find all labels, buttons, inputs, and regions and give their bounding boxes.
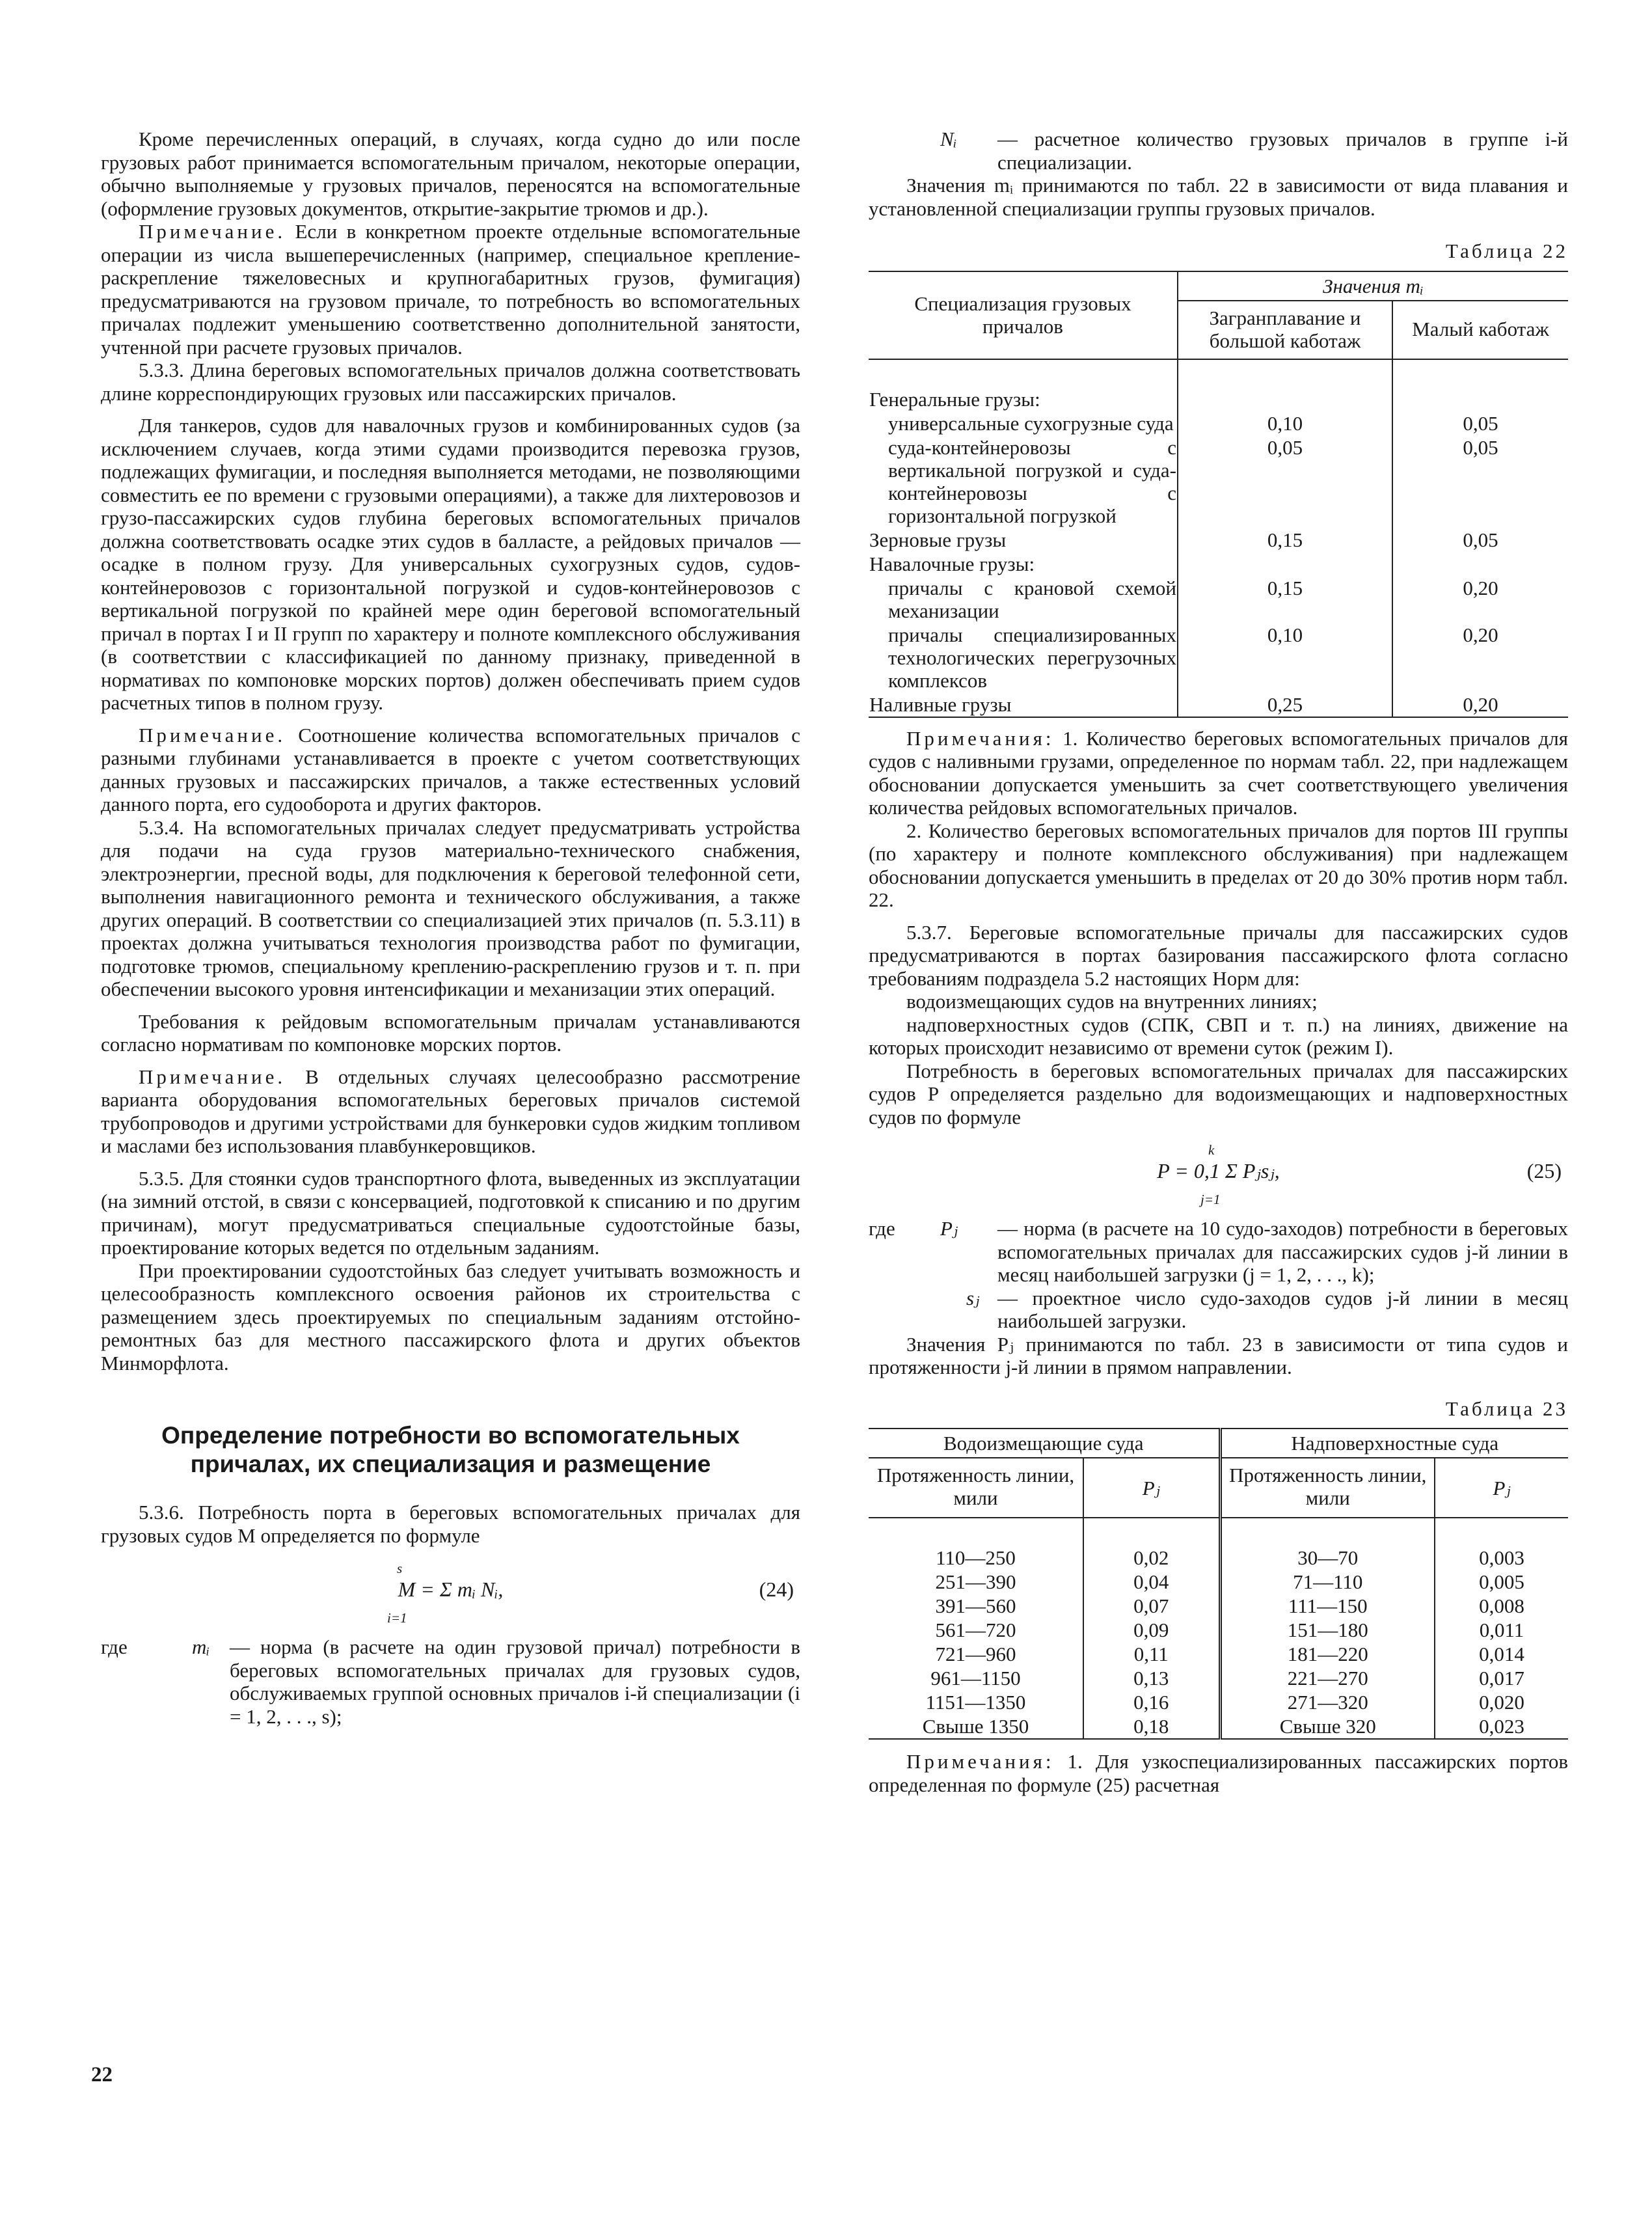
- row-label: суда-контейнеровозы с вертикальной погрузкой и суда-контейнеровозы с горизонтальной погрузкой: [888, 435, 1176, 527]
- table-row: [869, 435, 1568, 528]
- cell-length: 561—720: [935, 1619, 1016, 1641]
- note-label: Примечание.: [139, 1065, 286, 1088]
- cell-pj: 0,07: [1083, 1594, 1220, 1618]
- table-23: [869, 1428, 1568, 1740]
- column-header-specialization: Специализация грузовых причалов: [869, 271, 1178, 359]
- cell-pj: 0,13: [1083, 1666, 1220, 1690]
- formula-number: (25): [1526, 1159, 1562, 1183]
- formula-expression: M = Σ mᵢ Nᵢ,: [398, 1578, 504, 1601]
- table-row: [869, 1666, 1568, 1690]
- table-row: [869, 1618, 1568, 1642]
- cell-small: 0,05: [1392, 435, 1568, 528]
- note-text: 1. Для узкоспециализированных пассажирских портов определенная по формуле (25) расчетная: [869, 1750, 1568, 1796]
- cell-length: 30—70: [1220, 1546, 1435, 1570]
- notes-label: Примечания:: [906, 1750, 1055, 1773]
- table-row: [869, 1714, 1568, 1739]
- cell-foreign: 0,15: [1178, 576, 1392, 623]
- symbol-ni: Nᵢ: [940, 128, 957, 150]
- cell-length: 271—320: [1220, 1690, 1435, 1714]
- table-22-caption: Таблица 22: [1445, 239, 1568, 262]
- cell-small: 0,20: [1392, 576, 1568, 623]
- cell-length: Свыше 320: [1220, 1714, 1435, 1739]
- cell-length: 111—150: [1220, 1594, 1435, 1618]
- cell-pj: 0,020: [1435, 1690, 1568, 1714]
- cell-length: 110—250: [936, 1546, 1016, 1569]
- cell-length: 1151—1350: [925, 1691, 1026, 1714]
- row-label: Навалочные грузы:: [869, 552, 1035, 575]
- cell-pj: 0,11: [1083, 1642, 1220, 1666]
- table-row: [869, 1570, 1568, 1594]
- table-23-caption: Таблица 23: [1445, 1397, 1568, 1420]
- cell-small: [1392, 387, 1568, 411]
- sum-upper-limit: k: [1208, 1142, 1215, 1158]
- paragraph: Потребность в береговых вспомогательных причалах для пассажирских судов P определяется раздельно для водоизмещающих и надповерхностных судов по формуле: [869, 1059, 1568, 1128]
- table-row: [869, 692, 1568, 717]
- table-row: [869, 623, 1568, 692]
- paragraph: Значения Pⱼ принимаются по табл. 23 в зависимости от типа судов и протяженности j-й линии в прямом направлении.: [869, 1332, 1568, 1378]
- note-text: 1. Количество береговых вспомогательных причалов для судов с наливными грузами, определенное по нормам табл. 22, при надлежащем обосновании допускается уменьшить за счет соответствующего увеличения количества рейдовых вспомогательных причалов.: [869, 726, 1568, 819]
- cell-pj: 0,16: [1083, 1690, 1220, 1714]
- cell-small: 0,20: [1392, 692, 1568, 717]
- definition-ni: [869, 128, 1568, 174]
- table-row: [869, 1546, 1568, 1570]
- definition-text: — норма (в расчете на 10 судо-заходов) потребности в береговых вспомогательных причалах для пассажирских судов j-й линии в месяц наибольшей загрузки (j = 1, 2, . . ., k);: [997, 1217, 1568, 1286]
- page-number: 22: [91, 2063, 113, 2086]
- table-row: [869, 387, 1568, 411]
- notes-label: Примечания:: [906, 726, 1055, 750]
- column-header-small: Малый каботаж: [1392, 301, 1568, 359]
- cell-small: 0,05: [1392, 528, 1568, 552]
- cell-pj: 0,18: [1083, 1714, 1220, 1739]
- table-row: [869, 1642, 1568, 1666]
- note: [101, 220, 800, 359]
- cell-pj: 0,09: [1083, 1618, 1220, 1642]
- cell-length: 391—560: [935, 1594, 1016, 1617]
- table-row: [869, 576, 1568, 623]
- paragraph-5-3-3: 5.3.3. Длина береговых вспомогательных причалов должна соответствовать длине корреспондирующих грузовых или пассажирских причалов.: [101, 359, 800, 405]
- paragraph: При проектировании судоотстойных баз следует учитывать возможность и целесообразность комплексного освоения районов их строительства с размещением здесь проектируемых по специальным заданиям отстойно-ремонтных баз для местного пассажирского флота и других объектов Минморфлота.: [101, 1259, 800, 1374]
- column-header-length: Протяженность линии, мили: [1220, 1458, 1435, 1518]
- formula-number: (24): [759, 1578, 794, 1601]
- formula-24: [101, 1555, 800, 1628]
- formula-expression: P = 0,1 Σ Pⱼsⱼ,: [1157, 1159, 1280, 1183]
- cell-length: 151—180: [1220, 1618, 1435, 1642]
- list-item: надповерхностных судов (СПК, СВП и т. п.) на линиях, движение на которых происходит независимо от времени суток (режим I).: [869, 1013, 1568, 1059]
- cell-foreign: [1178, 387, 1392, 411]
- cell-small: 0,20: [1392, 623, 1568, 692]
- paragraph: Для танкеров, судов для навалочных грузов и комбинированных судов (за исключением случаев, когда этими судами производится перевозка грузов, подлежащих фумигации, и последняя выполняется методами, не позволяющими совместить ее по времени с грузовыми операциями), а также для лихтеровозов и грузо-пассажирских судов глубина береговых вспомогательных причалов должна соответствовать осадке этих судов в балласте, а рейдовых причалов — осадке в полном грузу. Для универсальных сухогрузных судов, судов-контейнеровозов с горизонтальной погрузкой и судов-контейнеровозов с вертикальной погрузкой по крайней мере один береговой вспомогательный причал в портах I и II групп по характеру и полноте комплексного обслуживания (в соответствии с классификацией по данному признаку, приведенной в нормативах по компоновке морских портов) должен обеспечивать прием судов расчетных типов в полном грузу.: [101, 414, 800, 714]
- column-header-foreign: Загранплавание и большой каботаж: [1178, 301, 1392, 359]
- table-row: [869, 528, 1568, 552]
- cell-length: 721—960: [935, 1643, 1016, 1665]
- cell-pj: 0,005: [1435, 1570, 1568, 1594]
- paragraph: Кроме перечисленных операций, в случаях, когда судно до или после грузовых работ принимается вспомогательным причалом, некоторые операции, обычно выполняемые у грузовых причалов, переносятся на вспомогательные (оформление грузовых документов, открытие-закрытие трюмов и др.).: [101, 128, 800, 220]
- cell-length: 71—110: [1220, 1570, 1435, 1594]
- group-header-displacement: Водоизмещающие суда: [869, 1429, 1220, 1458]
- paragraph-5-3-7: 5.3.7. Береговые вспомогательные причалы для пассажирских судов предусматриваются в портах базирования пассажирского флота согласно требованиям подраздела 5.2 настоящих Норм для:: [869, 920, 1568, 990]
- row-label: причалы с крановой схемой механизации: [888, 576, 1176, 622]
- cell-small: 0,05: [1392, 411, 1568, 435]
- symbol-pj: Pⱼ: [940, 1217, 958, 1240]
- table-22: [869, 271, 1568, 718]
- row-label: Зерновые грузы: [869, 528, 1007, 551]
- cell-foreign: 0,25: [1178, 692, 1392, 717]
- cell-small: [1392, 552, 1568, 576]
- row-label: универсальные сухогрузные суда: [888, 411, 1174, 435]
- group-header-surface-effect: Надповерхностные суда: [1220, 1429, 1568, 1458]
- table-row: [869, 411, 1568, 435]
- table-row: [869, 1594, 1568, 1618]
- paragraph-5-3-4: 5.3.4. На вспомогательных причалах следует предусматривать устройства для подачи на суда грузов материально-технического снабжения, электроэнергии, пресной воды, для подключения к береговой телефонной сети, выполнения навигационного ремонта и технического обслуживания, а также других операций. В соответствии со специализацией этих причалов (п. 5.3.11) в проектах должна учитываться технология производства работ по фумигации, подготовке трюмов, специальному креплению-раскреплению грузов и т. п. при обеспечении высокого уровня интенсификации и механизации этих операций.: [101, 815, 800, 1000]
- list-item: водоизмещающих судов на внутренних линиях;: [906, 990, 1318, 1013]
- cell-foreign: 0,10: [1178, 411, 1392, 435]
- cell-pj: 0,023: [1435, 1714, 1568, 1739]
- where-label: где: [869, 1217, 895, 1240]
- table-row: [869, 552, 1568, 576]
- paragraph: Требования к рейдовым вспомогательным причалам устанавливаются согласно нормативам по компоновке морских портов.: [101, 1009, 800, 1056]
- definition-mi: [101, 1635, 800, 1728]
- symbol-sj: sⱼ: [966, 1286, 980, 1309]
- paragraph: Значения mᵢ принимаются по табл. 22 в зависимости от вида плавания и установленной специализации группы грузовых причалов.: [869, 174, 1568, 220]
- row-label: Генеральные грузы:: [869, 387, 1040, 411]
- cell-pj: 0,02: [1083, 1546, 1220, 1570]
- note-text: 2. Количество береговых вспомогательных причалов для портов III группы (по характеру и полноте комплексного обслуживания) при надлежащем обосновании допускается уменьшить в пределах от 20 до 30% против норм табл. 22.: [869, 819, 1568, 911]
- note-text: В отдельных случаях целесообразно рассмотрение варианта оборудования вспомогательных береговых причалов системой трубопроводов и другими устройствами для бункеровки судов жидким топливом и маслами без использования плавбункеровщиков.: [101, 1065, 800, 1157]
- note-label: Примечание.: [139, 723, 286, 746]
- note: [101, 724, 800, 816]
- cell-pj: 0,011: [1435, 1618, 1568, 1642]
- definition-text: — норма (в расчете на один грузовой причал) потребности в береговых вспомогательных причалах для грузовых судов, обслуживаемых группой основных причалов i-й специализации (i = 1, 2, . . ., s);: [230, 1635, 800, 1728]
- column-header-length: Протяженность линии, мили: [869, 1458, 1083, 1518]
- cell-length: 181—220: [1220, 1642, 1435, 1666]
- cell-pj: 0,008: [1435, 1594, 1568, 1618]
- cell-pj: 0,017: [1435, 1666, 1568, 1690]
- cell-length: 961—1150: [930, 1667, 1021, 1689]
- section-title: Определение потребности во вспомогательных причалах, их специализация и размещение: [161, 1422, 740, 1477]
- cell-pj: 0,003: [1435, 1546, 1568, 1570]
- definition-text: — проектное число судо-заходов судов j-й линии в месяц наибольшей загрузки.: [997, 1286, 1568, 1332]
- cell-length: 251—390: [935, 1570, 1016, 1593]
- notes-table-23: [869, 1750, 1568, 1796]
- note-text: Соотношение количества вспомогательных причалов с разными глубинами устанавливается в проекте с учетом соответствующих данных грузовых и пассажирских причалов, а также естественных условий данного порта, его судооборота и других факторов.: [101, 723, 800, 815]
- sum-lower-limit: j=1: [1200, 1192, 1221, 1207]
- sum-upper-limit: s: [397, 1561, 403, 1576]
- symbol-mi: mᵢ: [192, 1635, 210, 1658]
- column-header-pj: Pⱼ: [1435, 1458, 1568, 1518]
- notes-table-22: [869, 727, 1568, 819]
- cell-pj: 0,014: [1435, 1642, 1568, 1666]
- sum-lower-limit: i=1: [387, 1610, 407, 1626]
- row-label: причалы специализированных технологических перегрузочных комплексов: [888, 623, 1176, 692]
- where-label: где: [101, 1635, 128, 1658]
- cell-foreign: 0,15: [1178, 528, 1392, 552]
- paragraph-5-3-5: 5.3.5. Для стоянки судов транспортного флота, выведенных из эксплуатации (на зимний отстой, в связи с консервацией, подготовкой к списанию и по другим причинам), могут предусматриваться специальные судоотстойные базы, проектирование которых ведется по отдельным заданиям.: [101, 1166, 800, 1259]
- left-column: [101, 128, 800, 1728]
- cell-pj: 0,04: [1083, 1570, 1220, 1594]
- cell-foreign: [1178, 552, 1392, 576]
- cell-foreign: 0,10: [1178, 623, 1392, 692]
- column-header-pj: Pⱼ: [1083, 1458, 1220, 1518]
- note-text: Если в конкретном проекте отдельные вспомогательные операции из числа вышеперечисленных (например, специальное крепление-раскрепление тяжеловесных и крупногабаритных грузов, фумигация) предусматриваются на грузовом причале, то потребность во вспомогательных причалах подлежит уменьшению соответственно дополнительной занятости, учтенной при расчете грузовых причалов.: [101, 220, 800, 359]
- column-header-values: Значения mᵢ: [1178, 271, 1568, 301]
- cell-length: Свыше 1350: [869, 1714, 1083, 1739]
- note-label: Примечание.: [139, 220, 286, 243]
- note: [101, 1065, 800, 1158]
- cell-foreign: 0,05: [1178, 435, 1392, 528]
- table-row: [869, 1690, 1568, 1714]
- definition-pj: [869, 1217, 1568, 1287]
- cell-length: 221—270: [1220, 1666, 1435, 1690]
- definition-text: — расчетное количество грузовых причалов в группе i-й специализации.: [997, 128, 1568, 174]
- definition-sj: [869, 1287, 1568, 1333]
- row-label: Наливные грузы: [869, 692, 1178, 717]
- right-column: [869, 128, 1568, 1796]
- paragraph-5-3-6: 5.3.6. Потребность порта в береговых вспомогательных причалах для грузовых судов M определяется по формуле: [101, 1501, 800, 1547]
- formula-25: [869, 1136, 1568, 1209]
